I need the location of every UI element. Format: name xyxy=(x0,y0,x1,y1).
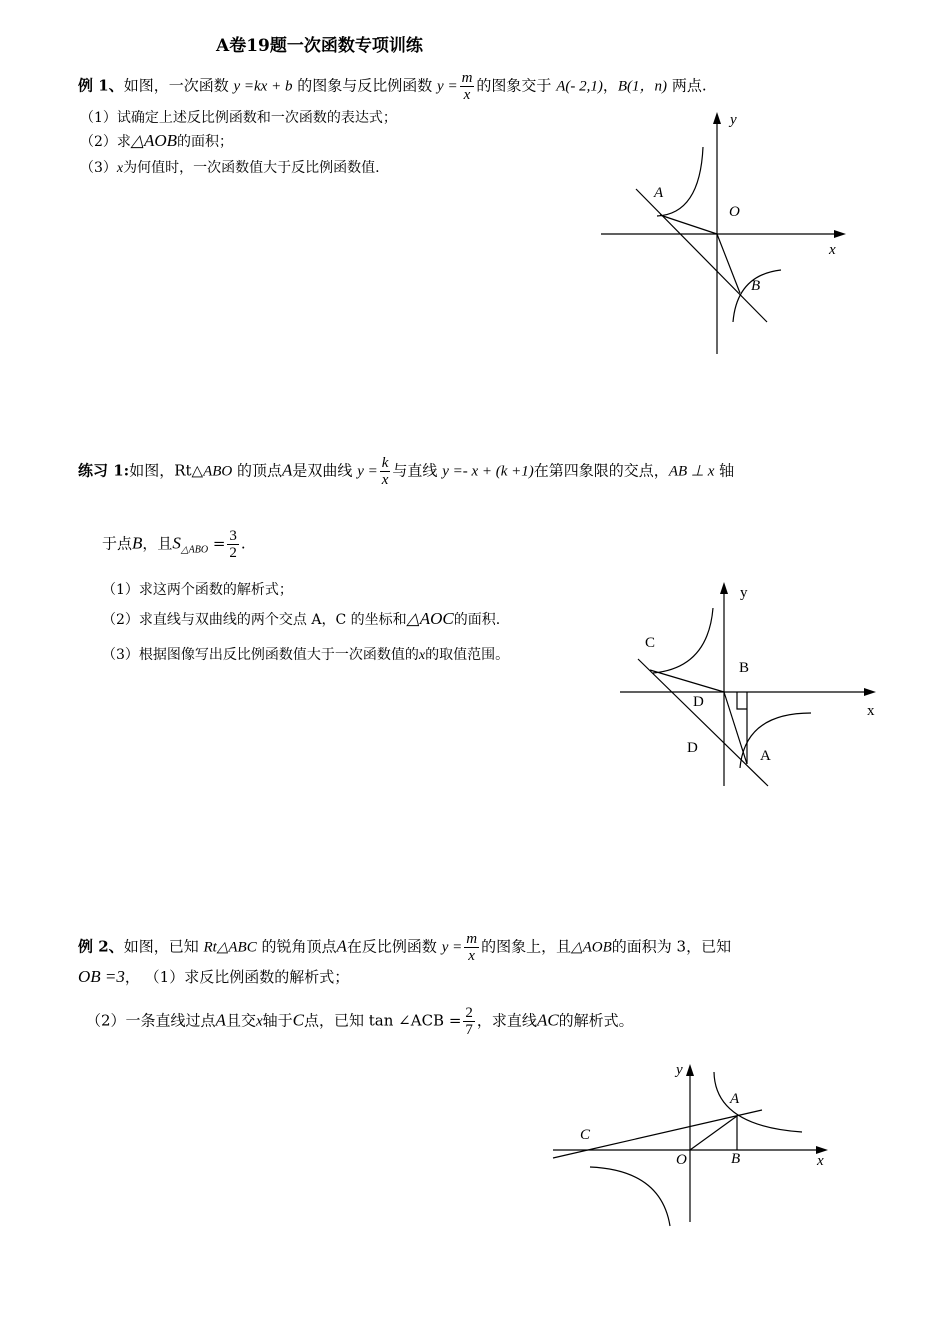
practice1-label: 练习 1: xyxy=(78,461,130,480)
example1-eq2-lhs: y = xyxy=(437,78,458,95)
example1-point-b: B(1，n) xyxy=(617,78,668,95)
example1-q3-b: 为何值时，一次函数值大于反比例函数值. xyxy=(123,160,380,176)
example1-text-d: 两点. xyxy=(671,76,707,95)
example1-label: 例 1 xyxy=(78,76,109,95)
example2-q2-b: 且交 xyxy=(225,1011,256,1030)
example2-tan: tan ∠ACB = xyxy=(368,1011,462,1030)
fig3-label-c: C xyxy=(580,1127,591,1143)
example2-tri: △ABC xyxy=(216,939,257,956)
example2-rt: Rt xyxy=(203,939,217,956)
practice1-q3-b: 的取值范围。 xyxy=(425,647,510,663)
fig2-label-y: y xyxy=(740,585,748,601)
fig2-label-a: A xyxy=(760,748,771,764)
practice1-b: B xyxy=(132,533,143,553)
example2-text-b: 的锐角顶点 xyxy=(261,937,337,956)
fig3-y-arrow xyxy=(686,1064,694,1076)
fig2-label-b: B xyxy=(739,660,750,676)
fig1-label-a: A xyxy=(654,185,664,201)
example2-q2-f: 的解析式。 xyxy=(558,1011,634,1030)
practice1-q2-b: 的面积. xyxy=(453,612,501,628)
practice1-q3-a: （3）根据图像写出反比例函数值大于一次函数值的 xyxy=(102,647,419,663)
example2-q2-e: ，求直线 xyxy=(476,1011,537,1030)
example2-text-a: 如图，已知 xyxy=(123,937,199,956)
example1-text-a: 如图，一次函数 xyxy=(123,76,229,95)
example2-q2-c-point: C xyxy=(292,1010,304,1030)
fig3-label-b: B xyxy=(731,1151,741,1167)
example2-label: 例 2 xyxy=(78,937,109,956)
fig3-label-o: O xyxy=(676,1152,687,1168)
practice1-text-b: 的顶点 xyxy=(237,461,283,480)
example2-text-d: 的图象上，且 xyxy=(481,937,572,956)
practice1-q2-tri: △AOC xyxy=(406,609,454,628)
example2-q2-c: 轴于 xyxy=(262,1011,293,1030)
fig3-label-a: A xyxy=(730,1091,740,1107)
example2-tan-den: 7 xyxy=(465,1022,473,1038)
example2-q2-a: （2）一条直线过点 xyxy=(86,1011,216,1030)
example1-eq1: y =kx + b xyxy=(233,78,293,95)
fig1-label-o: O xyxy=(729,204,740,220)
practice1-frac-num: 3 xyxy=(229,528,237,544)
example2-a: A xyxy=(336,936,347,956)
example1-q3-a: （3） xyxy=(80,160,117,176)
practice1-text-f: 轴 xyxy=(719,461,735,480)
practice1-eq1-lhs: y = xyxy=(357,463,378,480)
fig2-label-d1: D xyxy=(693,694,704,710)
practice1-tri: ABO xyxy=(203,463,233,480)
example1-comma: ， xyxy=(602,76,618,95)
example1-q2-a: （2）求 xyxy=(80,134,131,150)
practice1-line2-a: 于点 xyxy=(102,534,133,553)
practice1-frac-den: 2 xyxy=(229,545,237,561)
practice1-eq: = xyxy=(212,534,226,553)
example2-q2-ac: AC xyxy=(536,1010,559,1030)
practice1-eq1-den: x xyxy=(381,472,389,488)
example2-text-f: ， （1）求反比例函数的解析式； xyxy=(124,968,350,986)
example1-eq2-den: x xyxy=(463,87,471,103)
fig3-label-y: y xyxy=(676,1062,683,1078)
example2-text-c: 在反比例函数 xyxy=(346,937,437,956)
practice1-s-sub: △ABO xyxy=(180,544,209,556)
fig2-label-x: x xyxy=(867,703,875,719)
example2-tri2: △AOB xyxy=(571,939,612,956)
example1-sep: 、 xyxy=(108,76,124,95)
example2-tan-num: 2 xyxy=(465,1005,473,1021)
practice1-eq1-num: k xyxy=(381,455,389,471)
practice1-period: . xyxy=(240,534,246,553)
fig1-label-b: B xyxy=(751,278,761,294)
example1-text-c: 的图象交于 xyxy=(476,76,552,95)
example1-text-b: 的图象与反比例函数 xyxy=(297,76,433,95)
example2-q2-a-point: A xyxy=(215,1010,226,1030)
practice1-line2-b: ，且 xyxy=(142,534,173,553)
practice1-s: S xyxy=(172,533,181,553)
example2-eq-den: x xyxy=(468,948,475,964)
example2-text-e: 的面积为 3，已知 xyxy=(611,937,732,956)
practice1-q3-x: x xyxy=(418,648,426,663)
example2-ob: OB =3 xyxy=(78,967,125,986)
fig3-label-x: x xyxy=(817,1153,824,1169)
practice1-q2-a: （2）求直线与双曲线的两个交点 A，C 的坐标和 xyxy=(102,612,407,628)
practice1-text-d: 与直线 xyxy=(392,461,438,480)
fig3-hyperbola-branch-3 xyxy=(590,1167,670,1226)
fig1-label-y: y xyxy=(730,112,737,128)
example2-eq-lhs: y = xyxy=(441,939,463,956)
example1-q2-tri: △AOB xyxy=(130,131,178,150)
example1-point-a: A(- 2,1) xyxy=(556,78,603,95)
example2-q2-d: 点，已知 xyxy=(303,1011,364,1030)
page-title: A卷19题一次函数专项训练 xyxy=(216,36,423,56)
example2-eq-num: m xyxy=(466,931,478,947)
example1-q3-x: x xyxy=(116,161,124,176)
practice1-perp: AB ⊥ x xyxy=(668,463,715,480)
practice1-text-a: 如图，Rt△ xyxy=(129,461,204,480)
practice1-text-e: 在第四象限的交点， xyxy=(533,461,669,480)
fig2-label-c: C xyxy=(645,635,656,651)
example2-q2-x: x xyxy=(255,1013,263,1030)
example1-q2-b: 的面积； xyxy=(177,134,234,150)
practice1-a: A xyxy=(282,460,293,480)
example2-sep: 、 xyxy=(108,937,124,956)
example1-q1: （1）试确定上述反比例函数和一次函数的表达式； xyxy=(80,110,397,126)
practice1-eq2: y =- x + (k +1) xyxy=(442,463,534,480)
practice1-q1: （1）求这两个函数的解析式； xyxy=(102,582,293,598)
fig1-label-x: x xyxy=(829,242,836,258)
fig2-label-d2: D xyxy=(687,740,698,756)
practice1-text-c: 是双曲线 xyxy=(292,461,353,480)
example1-eq2-num: m xyxy=(461,70,473,86)
